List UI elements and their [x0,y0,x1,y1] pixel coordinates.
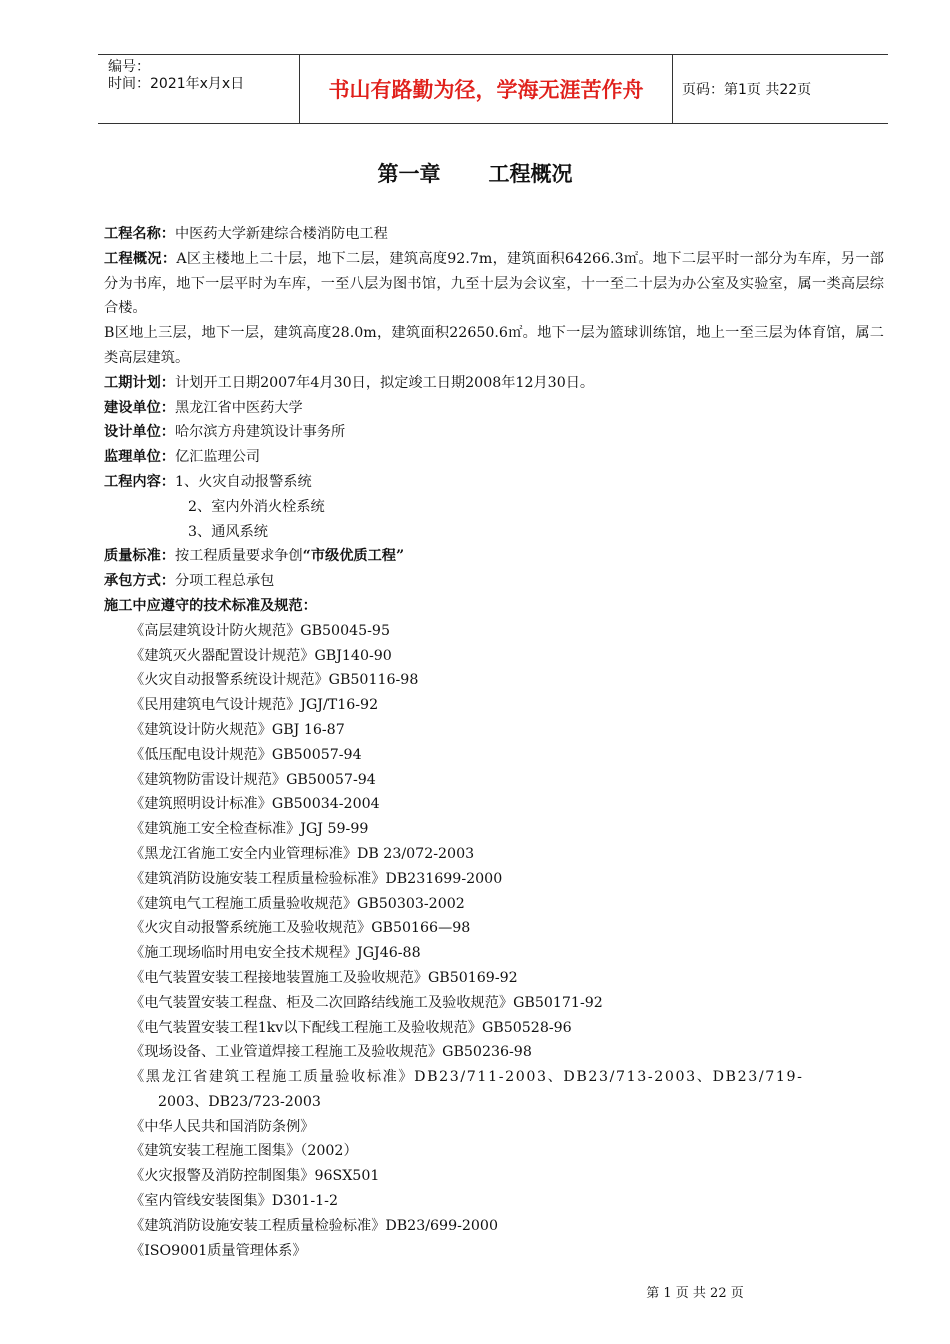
standard-item: 《现场设备、工业管道焊接工程施工及验收规范》GB50236-98 [130,1044,532,1061]
field-label: 承包方式： [104,573,175,590]
standard-item: 《室内管线安装图集》D301-1-2 [130,1193,338,1210]
standard-item: 《低压配电设计规范》GB50057-94 [130,746,362,763]
chapter-number: 第一章 [377,162,441,186]
page-footer: 第 1 页 共 22 页 [646,1286,744,1301]
standard-item: 《ISO9001质量管理体系》 [130,1242,307,1259]
quality-row [104,544,884,569]
field-label: 设计单位： [104,424,175,441]
standard-text: 《黑龙江省建筑工程施工质量验收标准》DB23/711-2003、DB23/713-2003、DB23/719- [130,1069,804,1086]
chapter-heading [0,158,950,188]
content-row [104,470,884,495]
header-page-info: 页码：第1页 共22页 [682,82,812,98]
standards-list [104,619,884,1065]
standard-item: 《高层建筑设计防火规范》GB50045-95 [130,622,390,639]
standard-item: 《建筑物防雷设计规范》GB50057-94 [130,771,376,788]
doc-number-label: 编号： [108,59,150,75]
standard-item-long [104,1065,884,1115]
standard-text-continued: 2003、DB23/723-2003 [158,1093,321,1110]
field-label: 建设单位： [104,399,175,416]
field-label: 工程名称： [104,226,175,242]
content-item: 2、室内外消火栓系统 [188,498,325,515]
document-body [104,222,884,1263]
project-name-row [104,222,884,247]
field-value: 黑龙江省中医药大学 [174,399,303,416]
standard-item: 《黑龙江省施工安全内业管理标准》DB 23/072-2003 [130,845,475,862]
field-value: 亿汇监理公司 [174,449,261,466]
owner-row [104,396,884,421]
content-item: 3、通风系统 [188,523,268,540]
field-value: A区主楼地上二十层，地下二层，建筑高度92.7m，建筑面积64266.3㎡。地下二层平时一部分为车库，另一部分为书库，地下一层平时为车库，一至八层为图书馆，九至十层为会议室，十一至二十层为办公室及实验室，属一类高层综合楼。 [104,250,884,317]
schedule-row [104,371,884,396]
quality-highlight: “市级优质工程” [302,548,405,565]
standard-item: 《建筑照明设计标准》GB50034-2004 [130,796,380,813]
standard-item: 《电气装置安装工程盘、柜及二次回路结线施工及验收规范》GB50171-92 [130,994,603,1011]
header-motto: 书山有路勤为径，学海无涯苦作舟 [300,55,673,123]
field-value: 中医药大学新建综合楼消防电工程 [174,226,388,242]
standards-heading: 施工中应遵守的技术标准及规范： [104,597,317,614]
field-label: 质量标准： [104,548,175,565]
field-label: 工程概况： [104,250,177,267]
standard-item: 《电气装置安装工程接地装置施工及验收规范》GB50169-92 [130,969,518,986]
standard-item: 《火灾自动报警系统施工及验收规范》GB50166—98 [130,920,471,937]
content-item-row [104,495,884,520]
standard-item: 《火灾报警及消防控制图集》96SX501 [130,1168,380,1185]
designer-row [104,420,884,445]
chapter-title: 工程概况 [488,162,573,186]
standard-item: 《中华人民共和国消防条例》 [130,1118,315,1135]
content-item-row [104,520,884,545]
standard-item: 《建筑安装工程施工图集》（2002） [130,1143,358,1160]
standard-item: 《火灾自动报警系统设计规范》GB50116-98 [130,672,419,689]
contract-row [104,569,884,594]
standard-item: 《建筑消防设施安装工程质量检验标准》DB23/699-2000 [130,1217,498,1234]
field-value: 按工程质量要求争创 [174,548,303,565]
standard-item: 《施工现场临时用电安全技术规程》JGJ46-88 [130,945,421,962]
standard-item: 《建筑灭火器配置设计规范》GBJ140-90 [130,647,392,664]
page-header [98,54,888,124]
standard-item: 《建筑电气工程施工质量验收规范》GB50303-2002 [130,895,465,912]
field-value: 分项工程总承包 [174,573,275,590]
content-item: 1、火灾自动报警系统 [174,473,312,490]
doc-time-label: 时间：2021年x月x日 [108,76,245,92]
standards-list-tail [104,1115,884,1264]
supervisor-row [104,445,884,470]
standard-item: 《电气装置安装工程1kv以下配线工程施工及验收规范》GB50528-96 [130,1019,572,1036]
field-label: 工程内容： [104,473,175,490]
header-meta [98,55,300,123]
project-overview-a [104,247,884,321]
standard-item: 《民用建筑电气设计规范》JGJ/T16-92 [130,697,379,714]
field-value: 哈尔滨方舟建筑设计事务所 [174,424,346,441]
standard-item: 《建筑施工安全检查标准》JGJ 59-99 [130,821,369,838]
project-overview-b: B区地上三层，地下一层，建筑高度28.0m，建筑面积22650.6㎡。地下一层为篮球训练馆，地上一至三层为体育馆，属二类高层建筑。 [104,325,884,366]
field-value: 计划开工日期2007年4月30日，拟定竣工日期2008年12月30日。 [174,374,595,391]
standard-item: 《建筑设计防火规范》GBJ 16-87 [130,721,345,738]
field-label: 工期计划： [104,374,175,391]
standard-item: 《建筑消防设施安装工程质量检验标准》DB231699-2000 [130,870,503,887]
field-label: 监理单位： [104,449,175,466]
